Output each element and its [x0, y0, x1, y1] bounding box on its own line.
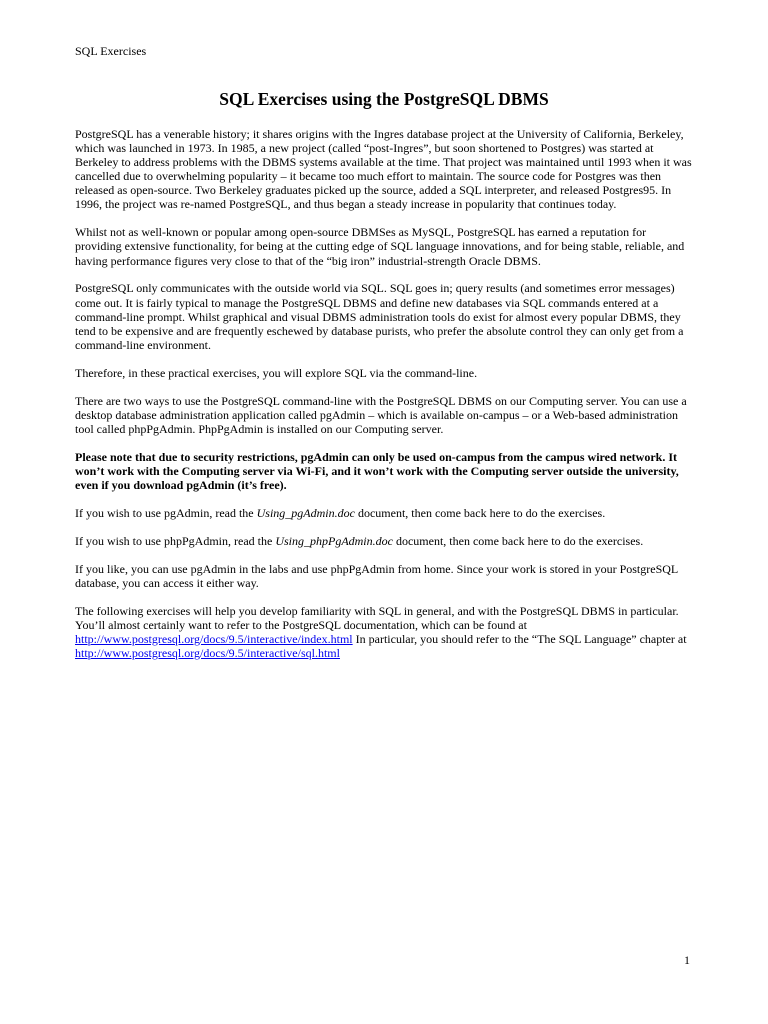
phppgadmin-text-before: If you wish to use phpPgAdmin, read the — [75, 533, 276, 548]
page-number: 1 — [684, 953, 690, 967]
page-title: SQL Exercises using the PostgreSQL DBMS — [219, 89, 549, 109]
running-header: SQL Exercises — [75, 44, 147, 58]
paragraph-either-way: If you like, you can use pgAdmin in the labs and use phpPgAdmin from home. Since your work is stored in your PostgreSQL database, you can access it either way. — [75, 561, 678, 590]
paragraph-reputation: Whilst not as well-known or popular among open-source DBMSes as MySQL, PostgreSQL has earned a reputation for providing extensive functionality, for being at the cutting edge of SQL language innovations, and for being stable, reliable, and having performance figures very close to that of the “big iron” industrial-strength Oracle DBMS. — [75, 225, 685, 268]
pgadmin-text-after: document, then come back here to do the exercises. — [354, 505, 606, 520]
postgresql-sql-chapter-link[interactable]: http://www.postgresql.org/docs/9.5/interactive/sql.html — [75, 645, 340, 660]
paragraph-sql-communication: PostgreSQL only communicates with the outside world via SQL. SQL goes in; query results (and sometimes error messages) come out. It is fairly typical to manage the PostgreSQL DBMS and define new databases via SQL commands entered at a command-line prompt. Whilst graphical and visual DBMS administration tools do exist for almost every popular DBMS, they tend to be expensive and are frequently eschewed by database purists, who prefer the absolute control they can only get from a command-line environment. — [75, 281, 684, 352]
pgadmin-text-before: If you wish to use pgAdmin, read the — [75, 505, 257, 520]
document-body — [75, 127, 693, 674]
phppgadmin-text-after: document, then come back here to do the exercises. — [392, 533, 644, 548]
documentation-text-middle: In particular, you should refer to the “The SQL Language” chapter at — [352, 631, 687, 646]
pgadmin-doc-name: Using_pgAdmin.doc — [256, 505, 355, 520]
postgresql-docs-index-link[interactable]: http://www.postgresql.org/docs/9.5/interactive/index.html — [75, 631, 353, 646]
paragraph-phppgadmin — [75, 534, 693, 548]
paragraph-pgadmin — [75, 506, 693, 520]
paragraph-two-ways: There are two ways to use the PostgreSQL command-line with the PostgreSQL DBMS on our Computing server. You can use a desktop database administration application called pgAdmin – which is available on-campus – or a Web-based administration tool called phpPgAdmin. PhpPgAdmin is installed on our Computing server. — [75, 393, 687, 436]
paragraph-documentation — [75, 604, 693, 660]
phppgadmin-doc-name: Using_phpPgAdmin.doc — [275, 533, 393, 548]
paragraph-command-line: Therefore, in these practical exercises, you will explore SQL via the command-line. — [75, 365, 478, 380]
documentation-text-before: The following exercises will help you develop familiarity with SQL in general, and with the PostgreSQL DBMS in particular. You’ll almost certainly want to refer to the PostgreSQL documentation, which can be found at — [75, 603, 679, 632]
paragraph-security-note: Please note that due to security restrictions, pgAdmin can only be used on-campus from the campus wired network. It won’t work with the Computing server via Wi-Fi, and it won’t work with the Computing server outside the university, even if you download pgAdmin (it’s free). — [75, 449, 679, 492]
paragraph-history: PostgreSQL has a venerable history; it shares origins with the Ingres database project at the University of California, Berkeley, which was launched in 1973. In 1985, a new project (called “post-Ingres”, but soon shortened to Postgres) was started at Berkeley to address problems with the DBMS systems available at the time. That project was maintained until 1993 when it was cancelled due to overwhelming popularity – it became too much effort to maintain. The source code for Postgres was then released as open-source. Two Berkeley graduates picked up the source, added a SQL interpreter, and released Postgres95. In 1996, the project was re-named PostgreSQL, and thus began a steady increase in popularity that continues today. — [75, 127, 692, 212]
